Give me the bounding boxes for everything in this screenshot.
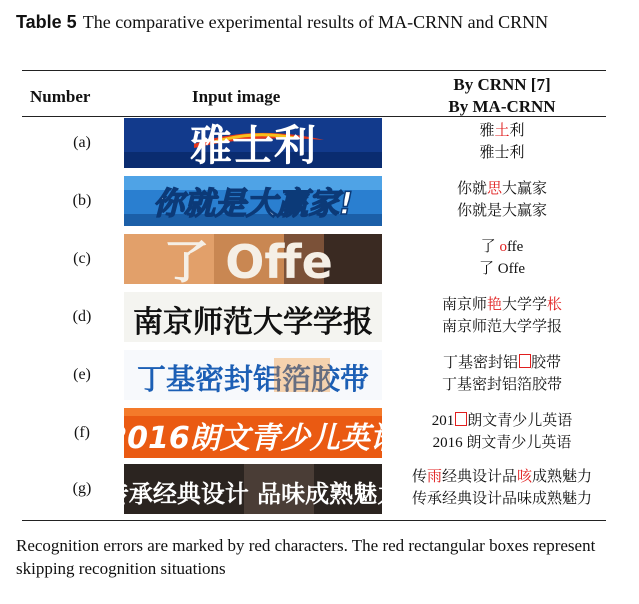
- image-text: 雅士利: [189, 121, 317, 170]
- macrnn-result: 你就是大赢家: [456, 203, 547, 219]
- crnn-result: 丁基密封铝 胶带: [442, 355, 562, 371]
- table-row: [22, 232, 606, 289]
- input-image-g: [104, 464, 402, 514]
- macrnn-result: 丁基密封铝箔胶带: [441, 377, 562, 393]
- table-row: [22, 348, 606, 402]
- result-cell: [398, 466, 606, 510]
- table-row: [22, 174, 606, 228]
- input-image-c: [124, 234, 382, 289]
- table-footnote: Recognition errors are marked by red characters. The red rectangular boxes represent skipping recognition situations: [16, 536, 596, 578]
- result-cell: [398, 178, 606, 222]
- table-row: [22, 462, 606, 516]
- header-by-macrnn: By MA-CRNN: [448, 97, 556, 116]
- caption-text: The comparative experimental results of MA-CRNN and CRNN: [82, 12, 549, 32]
- image-text: 2016朗文青少儿英语: [106, 421, 400, 456]
- crnn-result: 201 朗文青少儿英语: [431, 413, 573, 429]
- header-number: Number: [30, 87, 91, 106]
- result-cell: [398, 410, 606, 454]
- image-text: 传承经典设计 品味成熟魅力: [104, 480, 402, 508]
- macrnn-result: 南京师范大学学报: [441, 319, 562, 335]
- result-cell: [398, 352, 606, 396]
- image-text: 南京师范大学学报: [133, 305, 373, 340]
- bottom-rule: [22, 520, 606, 521]
- input-image-b: [124, 176, 382, 226]
- input-image-f: [106, 408, 400, 458]
- image-text: 你就是大赢家!: [152, 186, 354, 222]
- table-caption: [16, 10, 616, 35]
- row-number: (g): [72, 480, 92, 497]
- crnn-result: 南京师艳大学学枨: [441, 297, 563, 313]
- row-number: (f): [74, 424, 90, 441]
- macrnn-result: 2016 朗文青少儿英语: [432, 435, 572, 451]
- table-row: [22, 290, 606, 344]
- image-text: 了 Offe: [163, 235, 333, 289]
- macrnn-result: 传承经典设计品味成熟魅力: [411, 491, 592, 507]
- table-label: Table 5: [16, 12, 77, 32]
- crnn-result: 雅土利: [479, 123, 525, 139]
- top-rule: [22, 70, 606, 71]
- input-image-d: [124, 292, 382, 342]
- table-row: [22, 406, 606, 460]
- crnn-result: 了 offe: [480, 239, 524, 255]
- skip-box: [455, 412, 467, 426]
- input-image-e: [124, 350, 382, 400]
- row-number: (d): [72, 308, 92, 325]
- row-number: (a): [73, 134, 91, 151]
- macrnn-result: 了 Offe: [479, 261, 525, 277]
- header-by-crnn: By CRNN [7]: [453, 75, 551, 94]
- row-number: (c): [73, 250, 91, 267]
- row-number: (b): [72, 192, 92, 209]
- table-row: [22, 116, 606, 170]
- macrnn-result: 雅士利: [479, 145, 525, 161]
- skip-box: [519, 354, 531, 368]
- crnn-result: 你就思大赢家: [456, 181, 548, 197]
- result-cell: [398, 120, 606, 164]
- row-number: (e): [73, 366, 91, 383]
- crnn-result: 传雨经典设计品咳成熟魅力: [411, 469, 593, 485]
- image-text: 丁基密封铝箔胶带: [136, 362, 370, 396]
- result-cell: [398, 294, 606, 338]
- header-input-image: Input image: [192, 87, 281, 106]
- input-image-a: [124, 118, 382, 168]
- result-cell: [398, 236, 606, 280]
